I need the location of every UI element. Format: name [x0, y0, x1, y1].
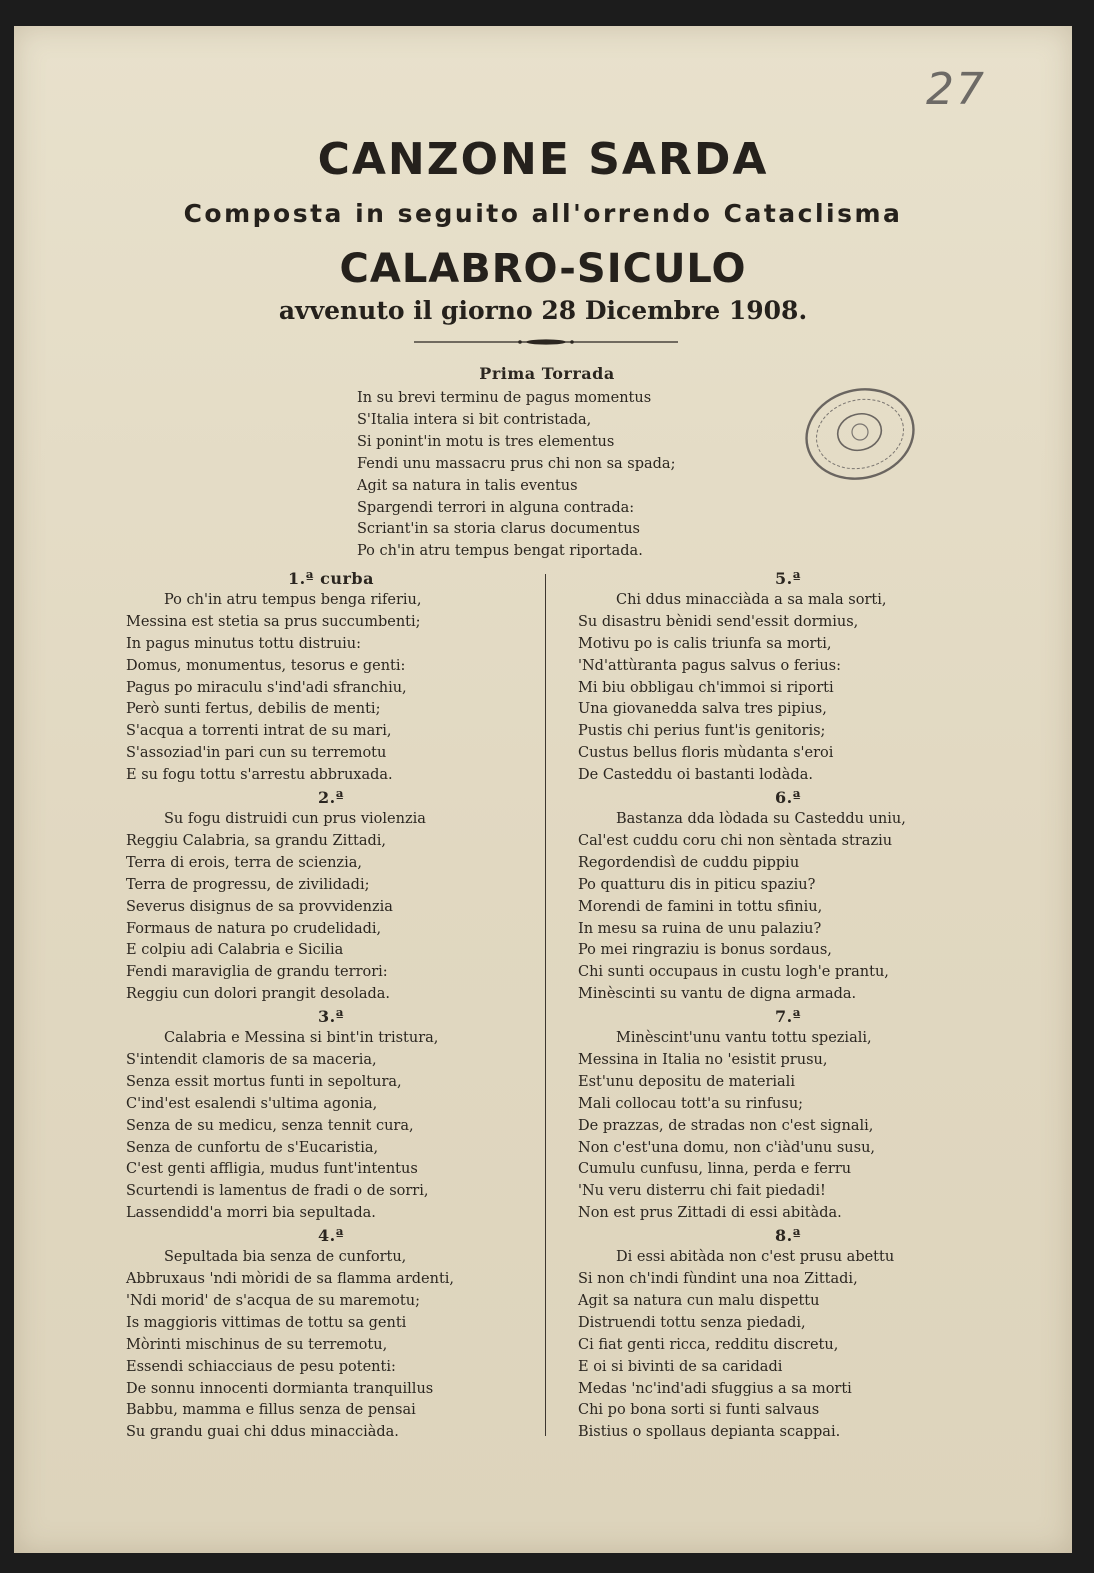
verse-line: Essendi schiacciaus de pesu potenti:	[126, 1358, 396, 1375]
verse-line: Terra di erois, terra de scienzia,	[126, 854, 362, 871]
title-region: CALABRO-SICULO	[339, 246, 747, 292]
verse-line: Chi ddus minacciàda a sa mala sorti,	[616, 591, 887, 608]
main-title: CANZONE SARDA	[317, 134, 769, 185]
intro-heading: Prima Torrada	[479, 364, 615, 383]
verse-line: Chi sunti occupaus in custu logh'e prantu,	[578, 964, 889, 981]
stanza-heading: 1.ª curba	[288, 569, 374, 588]
stanza-heading: 5.ª	[775, 569, 801, 588]
verse-line: In su brevi terminu de pagus momentus	[357, 390, 652, 406]
verse-line: Motivu po is calis triunfa sa morti,	[578, 635, 832, 652]
verse-line: S'intendit clamoris de sa maceria,	[126, 1051, 377, 1068]
verse-line: Chi po bona sorti si funti salvaus	[578, 1402, 820, 1419]
stanza-7	[578, 1006, 998, 1225]
verse-line: Su grandu guai chi ddus minacciàda.	[126, 1424, 399, 1441]
verse-line: Scriant'in sa storia clarus documentus	[357, 521, 640, 538]
left-column	[126, 568, 536, 1444]
stanza-4	[126, 1225, 536, 1444]
verse-line: S'assoziad'in pari cun su terremotu	[126, 745, 387, 762]
verse-line: Regordendisì de cuddu pippiu	[578, 854, 800, 871]
stanza-3	[126, 1006, 536, 1225]
verse-line: Di essi abitàda non c'est prusu abettu	[616, 1249, 895, 1266]
verse-line: E su fogu tottu s'arrestu abbruxada.	[126, 767, 393, 784]
verse-line: S'Italia intera si bit contristada,	[357, 411, 592, 428]
verse-line: Medas 'nc'ind'adi sfuggius a sa morti	[578, 1380, 852, 1397]
stanza-heading: 6.ª	[775, 788, 801, 808]
verse-line: Senza essit mortus funti in sepoltura,	[126, 1073, 402, 1090]
stanza-heading: 3.ª	[318, 1007, 344, 1027]
verse-line: C'est genti affligia, mudus funt'intentus	[126, 1161, 418, 1178]
verse-line: Spargendi terrori in alguna contrada:	[357, 499, 635, 516]
verse-line: Reggiu cun dolori prangit desolada.	[126, 986, 391, 1003]
verse-line: Una giovanedda salva tres pipius,	[578, 701, 827, 718]
verse-line: Mali collocau tott'a su rinfusu;	[578, 1095, 804, 1112]
verse-line: Bistius o spollaus depianta scappai.	[578, 1424, 841, 1441]
verse-line: Ci fiat genti ricca, redditu discretu,	[578, 1336, 839, 1353]
verse-line: S'acqua a torrenti intrat de su mari,	[126, 723, 392, 740]
verse-line: Abbruxaus 'ndi mòridi de sa flamma ardenti,	[126, 1271, 455, 1287]
stanza-heading: 7.ª	[775, 1007, 801, 1027]
verse-line: E colpiu adi Calabria e Sicilia	[126, 942, 344, 959]
stanza-heading: 8.ª	[775, 1226, 801, 1246]
library-stamp-icon	[802, 384, 918, 484]
verse-line: Su disastru bènidi send'essit dormius,	[578, 613, 859, 630]
verse-line: Formaus de natura po crudelidadi,	[126, 920, 382, 937]
verse-line: Fendi unu massacru prus chi non sa spada;	[357, 455, 676, 472]
verse-line: Messina in Italia no 'esistit prusu,	[578, 1051, 828, 1068]
verse-line: Minèscint'unu vantu tottu speziali,	[616, 1030, 872, 1047]
verse-line: Lassendidd'a morri bia sepultada.	[126, 1205, 376, 1222]
verse-line: Agit sa natura cun malu dispettu	[578, 1292, 820, 1309]
verse-line: De Casteddu oi bastanti lodàda.	[578, 767, 813, 784]
verse-line: Custus bellus floris mùdanta s'eroi	[578, 745, 834, 762]
verse-line: De sonnu innocenti dormianta tranquillus	[126, 1380, 434, 1397]
verse-line: Senza de su medicu, senza tennit cura,	[126, 1117, 414, 1134]
verse-line: Minèscinti su vantu de digna armada.	[578, 986, 857, 1003]
verse-line: Fendi maraviglia de grandu terrori:	[126, 964, 388, 981]
verse-line: In mesu sa ruina de unu palaziu?	[578, 920, 822, 937]
stanza-heading: 4.ª	[318, 1226, 344, 1246]
verse-line: Mòrinti mischinus de su terremotu,	[126, 1336, 388, 1353]
verse-line: Is maggioris vittimas de tottu sa genti	[126, 1314, 407, 1331]
verse-line: Scurtendi is lamentus de fradi o de sorri,	[126, 1183, 429, 1200]
verse-line: Reggiu Calabria, sa grandu Zittadi,	[126, 832, 387, 849]
column-divider	[545, 574, 546, 1436]
verse-line: Messina est stetia sa prus succumbenti;	[126, 613, 421, 630]
verse-line: 'Nu veru disterru chi fait piedadi!	[578, 1183, 826, 1200]
stanza-2	[126, 787, 536, 1006]
verse-line: Però sunti fertus, debilis de menti;	[126, 701, 381, 718]
verse-line: Pagus po miraculu s'ind'adi sfranchiu,	[126, 679, 407, 696]
title-date: avvenuto il giorno 28 Dicembre 1908.	[278, 296, 808, 325]
verse-line: C'ind'est esalendi s'ultima agonia,	[126, 1095, 378, 1112]
verse-line: Babbu, mamma e fillus senza de pensai	[126, 1402, 416, 1419]
verse-line: Pustis chi perius funt'is genitoris;	[578, 723, 826, 740]
verse-line: Sepultada bia senza de cunfortu,	[164, 1249, 407, 1266]
verse-line: Senza de cunfortu de s'Eucaristia,	[126, 1139, 379, 1156]
stanza-8	[578, 1225, 998, 1444]
verse-line: Si non ch'indi fùndint una noa Zittadi,	[578, 1271, 858, 1287]
ornament-divider	[414, 338, 678, 346]
verse-line: E oi si bivinti de sa caridadi	[578, 1358, 783, 1375]
stanza-1	[126, 568, 536, 787]
verse-line: Est'unu depositu de materiali	[578, 1073, 795, 1090]
verse-line: Mi biu obbligau ch'immoi si riporti	[578, 679, 834, 696]
stanza-5	[578, 568, 998, 787]
verse-line: Po mei ringraziu is bonus sordaus,	[578, 942, 832, 959]
verse-line: Terra de progressu, de zivilidadi;	[126, 876, 370, 893]
verse-line: Non c'est'una domu, non c'iàd'unu susu,	[578, 1139, 876, 1156]
stanza-6	[578, 787, 998, 1006]
verse-line: In pagus minutus tottu distruiu:	[126, 635, 362, 652]
verse-line: Agit sa natura in talis eventus	[357, 477, 578, 494]
verse-line: Severus disignus de sa provvidenzia	[126, 898, 393, 915]
verse-line: Su fogu distruidi cun prus violenzia	[164, 810, 426, 827]
verse-line: Po quatturu dis in piticu spaziu?	[578, 876, 816, 893]
verse-line: Bastanza dda lòdada su Casteddu uniu,	[616, 810, 906, 827]
verse-line: 'Nd'attùranta pagus salvus o ferius:	[578, 657, 841, 674]
verse-line: Po ch'in atru tempus benga riferiu,	[164, 591, 422, 608]
verse-line: Po ch'in atru tempus bengat riportada.	[357, 543, 643, 560]
verse-line: Distruendi tottu senza piedadi,	[578, 1314, 806, 1331]
verse-line: Si ponint'in motu is tres elementus	[357, 433, 615, 450]
right-column	[578, 568, 998, 1444]
poster-sheet	[14, 26, 1072, 1553]
verse-line: Calabria e Messina si bint'in tristura,	[164, 1030, 439, 1047]
intro-verse	[357, 388, 777, 563]
verse-line: Domus, monumentus, tesorus e genti:	[126, 657, 406, 674]
verse-line: Cumulu cunfusu, linna, perda e ferru	[578, 1161, 852, 1178]
verse-line: Non est prus Zittadi di essi abitàda.	[578, 1205, 842, 1222]
verse-line: De prazzas, de stradas non c'est signali,	[578, 1117, 874, 1134]
stanza-heading: 2.ª	[318, 788, 344, 808]
verse-line: Morendi de famini in tottu sfiniu,	[578, 898, 823, 915]
subtitle: Composta in seguito all'orrendo Cataclisma	[183, 199, 903, 228]
verse-line: 'Ndi morid' de s'acqua de su maremotu;	[126, 1292, 420, 1309]
verse-line: Cal'est cuddu coru chi non sèntada straziu	[578, 832, 893, 849]
handwritten-page-number: 27	[926, 64, 986, 115]
